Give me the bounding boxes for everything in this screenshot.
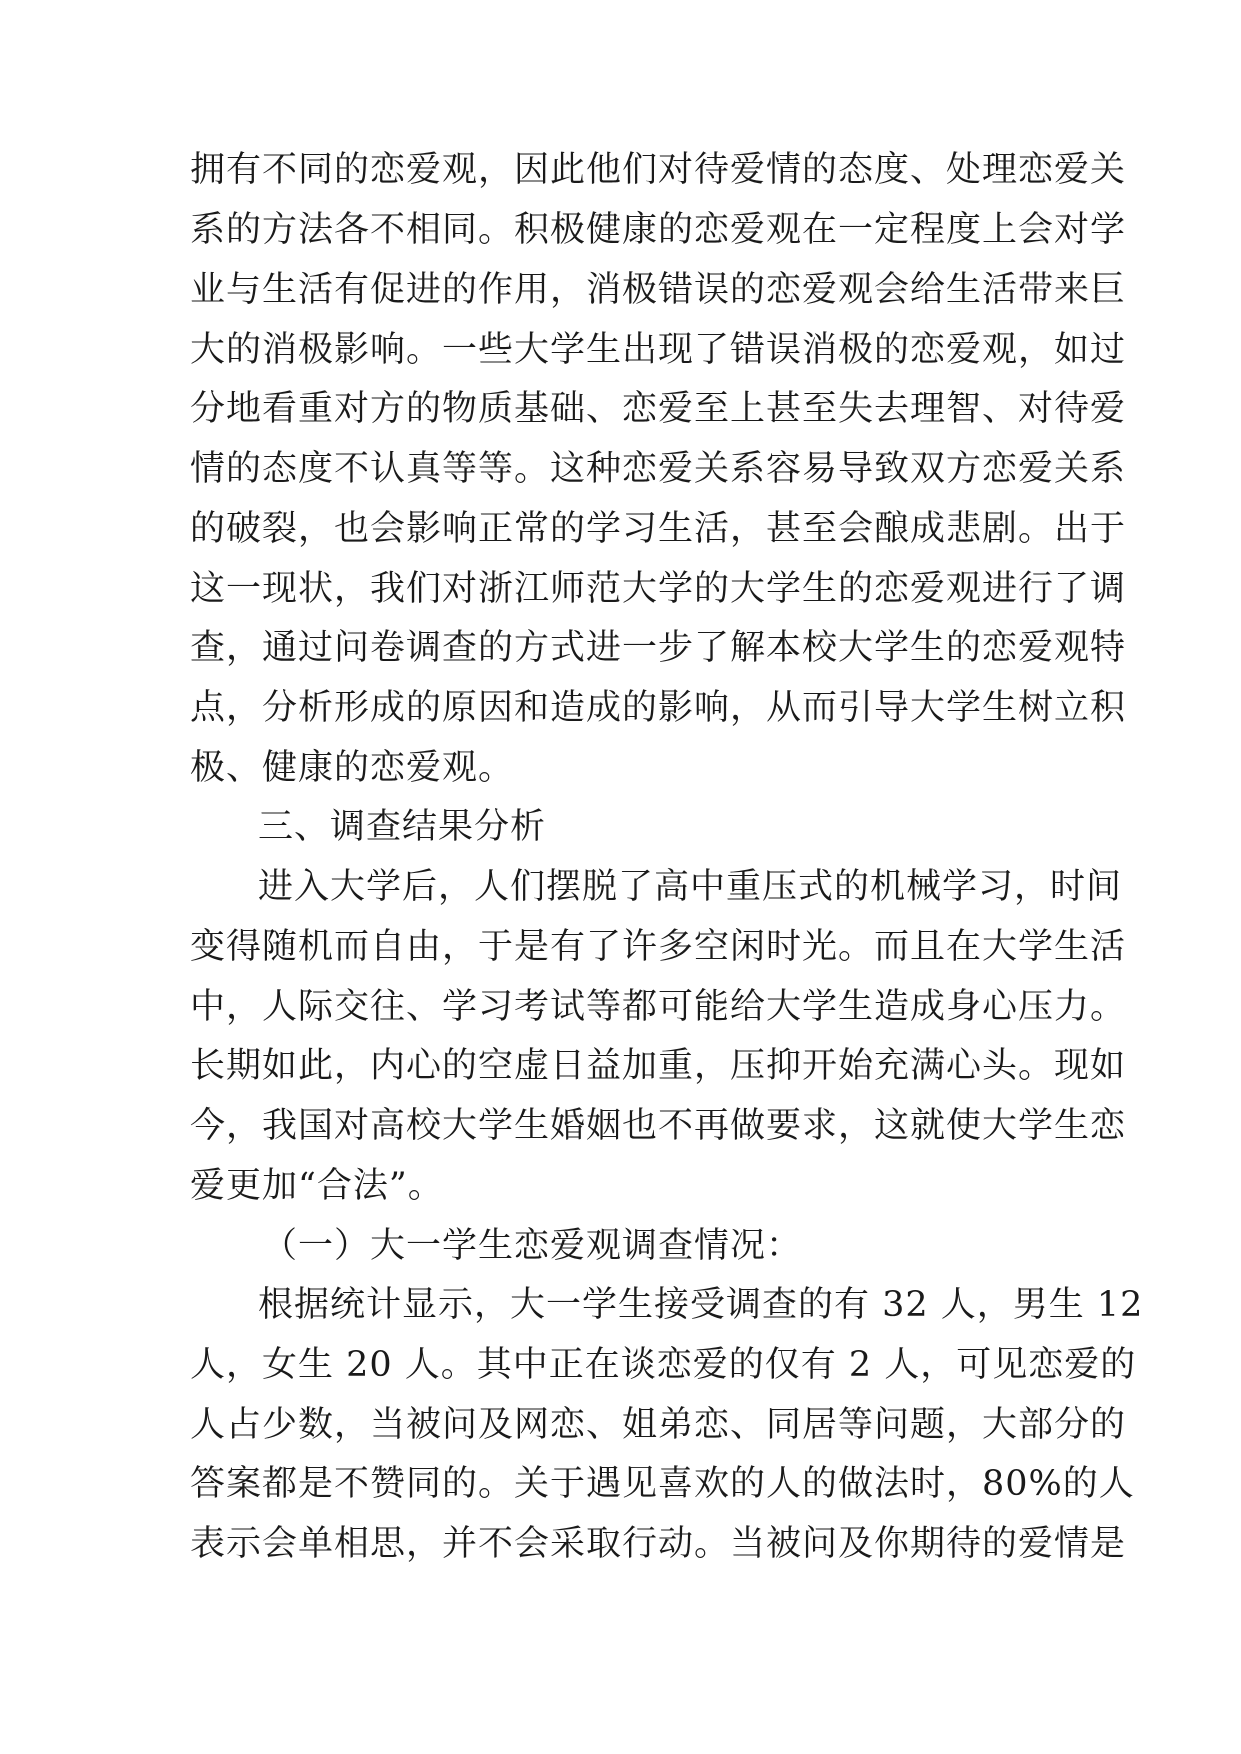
text-line: 中，人际交往、学习考试等都可能给大学生造成身心压力。 bbox=[190, 987, 1127, 1027]
text-line: 答案都是不赞同的。关于遇见喜欢的人的做法时，80%的人 bbox=[190, 1464, 1135, 1504]
text-line: 长期如此，内心的空虚日益加重，压抑开始充满心头。现如 bbox=[190, 1046, 1127, 1086]
text-line: 拥有不同的恋爱观，因此他们对待爱情的态度、处理恋爱关 bbox=[190, 150, 1127, 190]
text-line: 人占少数，当被问及网恋、姐弟恋、同居等问题，大部分的 bbox=[190, 1405, 1127, 1445]
text-line: 今，我国对高校大学生婚姻也不再做要求，这就使大学生恋 bbox=[190, 1106, 1127, 1146]
text-line: 爱更加“合法”。 bbox=[190, 1166, 444, 1206]
text-line: 系的方法各不相同。积极健康的恋爱观在一定程度上会对学 bbox=[190, 210, 1127, 250]
text-line: 人，女生 20 人。其中正在谈恋爱的仅有 2 人，可见恋爱的 bbox=[190, 1345, 1137, 1385]
text-line: 大的消极影响。一些大学生出现了错误消极的恋爱观，如过 bbox=[190, 330, 1127, 370]
text-line: 进入大学后，人们摆脱了高中重压式的机械学习，时间 bbox=[258, 867, 1123, 907]
text-line: 表示会单相思，并不会采取行动。当被问及你期待的爱情是 bbox=[190, 1524, 1127, 1564]
text-line: 点，分析形成的原因和造成的影响，从而引导大学生树立积 bbox=[190, 688, 1127, 728]
text-line: 变得随机而自由，于是有了许多空闲时光。而且在大学生活 bbox=[190, 927, 1127, 967]
text-line: 的破裂，也会影响正常的学习生活，甚至会酿成悲剧。出于 bbox=[190, 509, 1127, 549]
text-line: 极、健康的恋爱观。 bbox=[190, 748, 515, 788]
section-heading: 三、调查结果分析 bbox=[258, 807, 547, 847]
text-line: 查，通过问卷调查的方式进一步了解本校大学生的恋爱观特 bbox=[190, 628, 1127, 668]
text-line: 分地看重对方的物质基础、恋爱至上甚至失去理智、对待爱 bbox=[190, 389, 1127, 429]
text-line: 业与生活有促进的作用，消极错误的恋爱观会给生活带来巨 bbox=[190, 270, 1127, 310]
text-line: 这一现状，我们对浙江师范大学的大学生的恋爱观进行了调 bbox=[190, 569, 1127, 609]
text-line: 根据统计显示，大一学生接受调查的有 32 人，男生 12 bbox=[258, 1285, 1144, 1325]
text-line: 情的态度不认真等等。这种恋爱关系容易导致双方恋爱关系 bbox=[190, 449, 1127, 489]
subsection-heading: （一）大一学生恋爱观调查情况： bbox=[262, 1226, 803, 1266]
